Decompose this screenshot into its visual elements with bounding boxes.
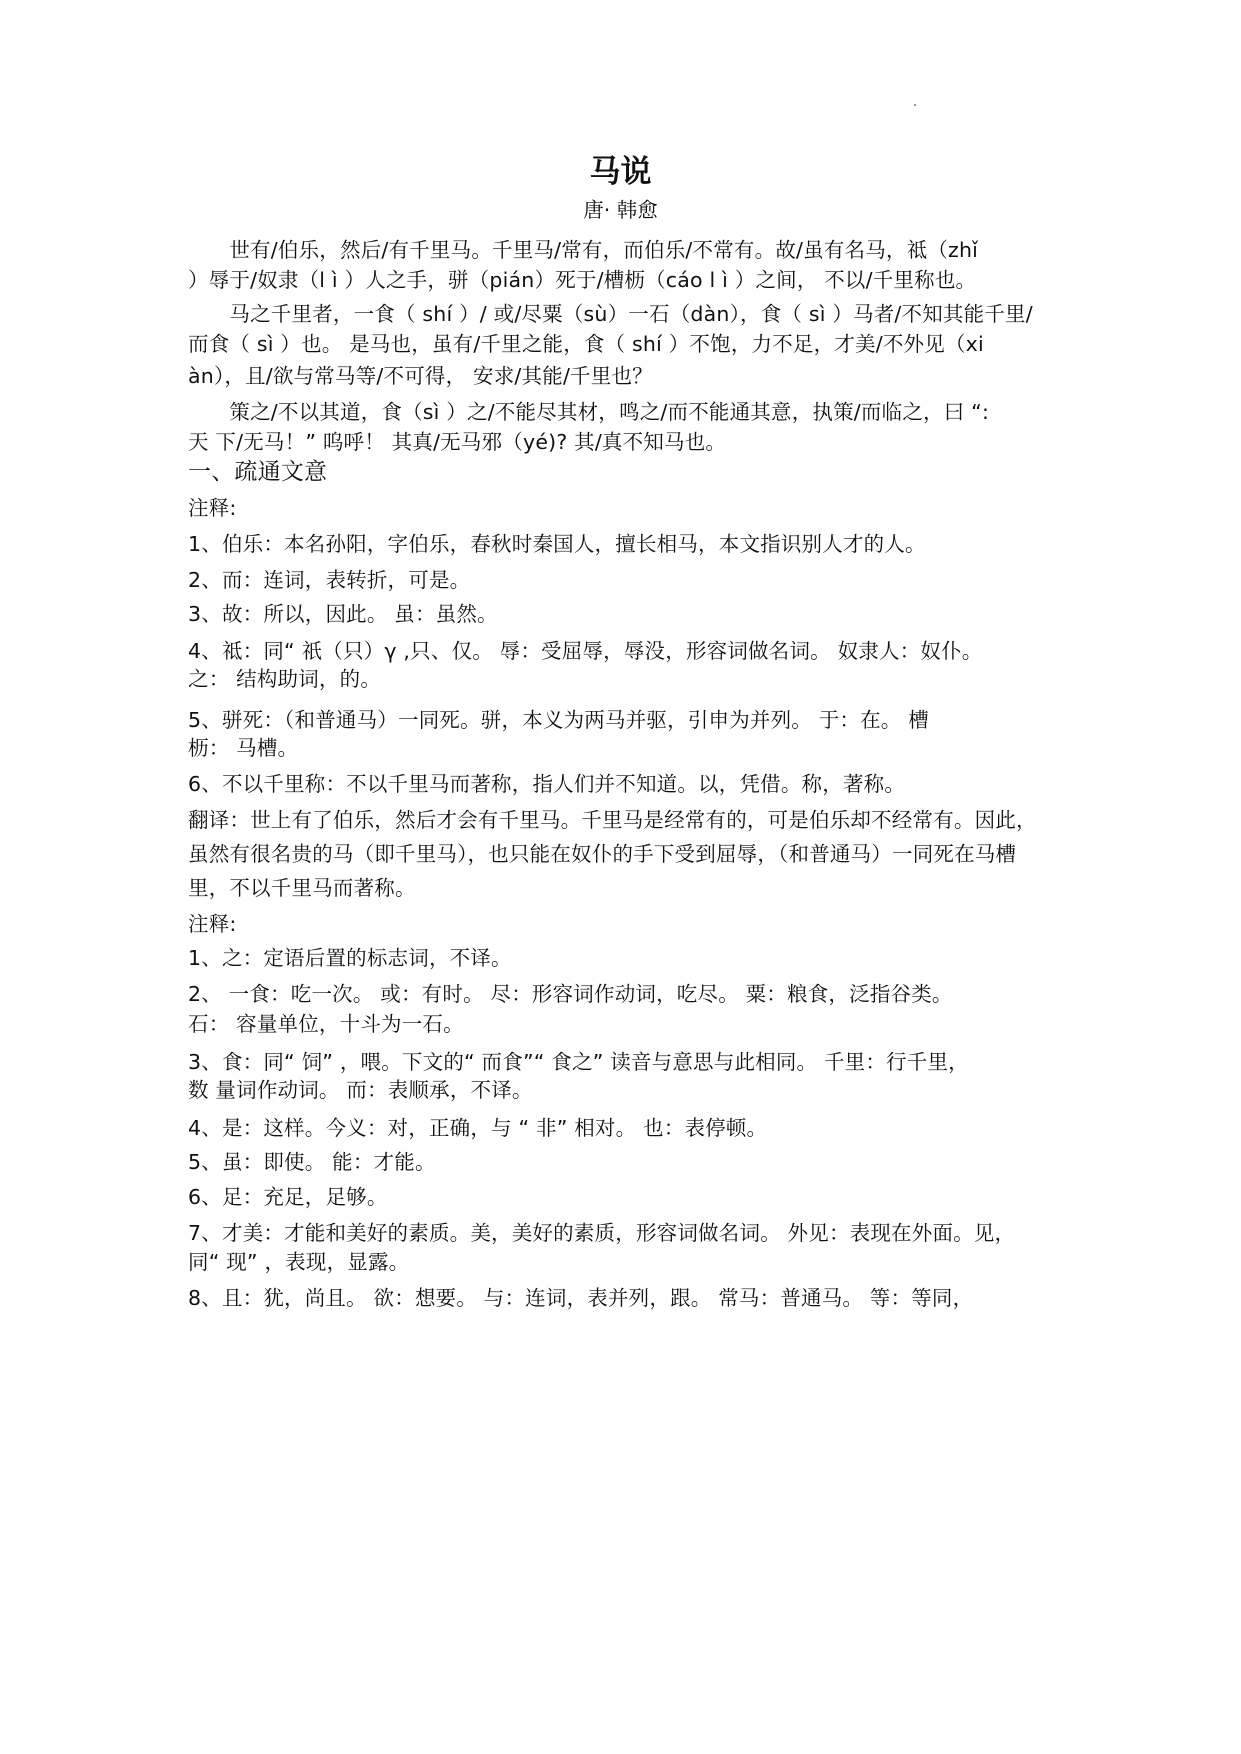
note-item: 7、才美：才能和美好的素质。美，美好的素质，形容词做名词。 外见：表现在外面。见，: [188, 1221, 1016, 1245]
note-item: 2、而：连词，表转折，可是。: [188, 568, 471, 592]
translation-line: 翻译：世上有了伯乐，然后才会有千里马。千里马是经常有的，可是伯乐却不经常有。因此，: [188, 808, 1037, 832]
note-item: 1、伯乐：本名孙阳，字伯乐，春秋时秦国人，擅长相马，本文指识别人才的人。: [188, 532, 926, 556]
translation-line: 里，不以千里马而著称。: [188, 876, 416, 900]
notes-label: 注释:: [188, 912, 237, 936]
note-item: 数 量词作动词。 而：表顺承，不译。: [188, 1078, 533, 1102]
note-item: 4、祗：同“ 祇（只）γ ,只、仅。 辱：受屈辱，辱没，形容词做名词。 奴隶人：奴仆。: [188, 639, 983, 663]
note-item: 5、骈死：（和普通马）一同死。骈，本义为两马并驱，引申为并列。 于：在。 槽: [188, 708, 929, 732]
text-line: ）辱于/奴隶（l ì ）人之手，骈（pián）死于/槽枥（cáo l ì ）之间， 不以/千里称也。: [188, 268, 977, 292]
translation-line: 虽然有很名贵的马（即千里马），也只能在奴仆的手下受到屈辱，（和普通马）一同死在马槽: [188, 842, 1017, 866]
note-item: 6、足：充足，足够。: [188, 1185, 388, 1209]
note-item: 8、且：犹，尚且。 欲：想要。 与：连词，表并列，跟。 常马：普通马。 等：等同，: [188, 1286, 974, 1310]
note-item: 3、食：同“ 饲” ，喂。下文的“ 而食”“ 食之” 读音与意思与此相同。 千里：行千里，: [188, 1050, 969, 1074]
section-heading: 一、疏通文意: [188, 459, 328, 485]
text-line: àn），且/欲与常马等/不可得， 安求/其能/千里也？: [188, 364, 653, 388]
note-item: 6、不以千里称：不以千里马而著称，指人们并不知道。以，凭借。称，著称。: [188, 772, 906, 796]
text-line: 策之/不以其道，食（sì ）之/不能尽其材，鸣之/而不能通其意，执策/而临之，曰 “:: [188, 400, 990, 424]
note-item: 之： 结构助词，的。: [188, 667, 382, 691]
note-item: 1、之：定语后置的标志词，不译。: [188, 946, 512, 970]
note-item: 5、虽：即使。 能：才能。: [188, 1150, 436, 1174]
page-mark: [914, 104, 916, 106]
note-item: 同“ 现” ，表现，显露。: [188, 1250, 410, 1274]
text-line: 世有/伯乐，然后/有千里马。千里马/常有，而伯乐/不常有。故/虽有名马，祗（zhǐ: [188, 238, 979, 262]
document-author: 唐· 韩愈: [583, 198, 658, 222]
note-item: 2、 一食：吃一次。 或：有时。 尽：形容词作动词，吃尽。 粟：粮食，泛指谷类。: [188, 982, 953, 1006]
note-item: 4、是：这样。今义：对，正确，与 “ 非” 相对。 也：表停顿。: [188, 1116, 768, 1140]
text-line: 而食（ sì ）也。 是马也，虽有/千里之能，食（ shí ）不饱，力不足，才美/不外见（xi: [188, 332, 984, 356]
note-item: 石： 容量单位，十斗为一石。: [188, 1012, 464, 1036]
document-title: 马说: [589, 154, 652, 190]
text-line: 马之千里者，一食（ shí ）/ 或/尽粟（sù）一石（dàn），食（ sì ）马者/不知其能千里/: [188, 302, 1033, 326]
text-line: 天 下/无马！” 呜呼！ 其真/无马邪（yé)? 其/真不知马也。: [188, 430, 727, 454]
note-item: 枥： 马槽。: [188, 736, 299, 760]
note-item: 3、故：所以，因此。 虽：虽然。: [188, 602, 498, 626]
notes-label: 注释:: [188, 496, 237, 520]
